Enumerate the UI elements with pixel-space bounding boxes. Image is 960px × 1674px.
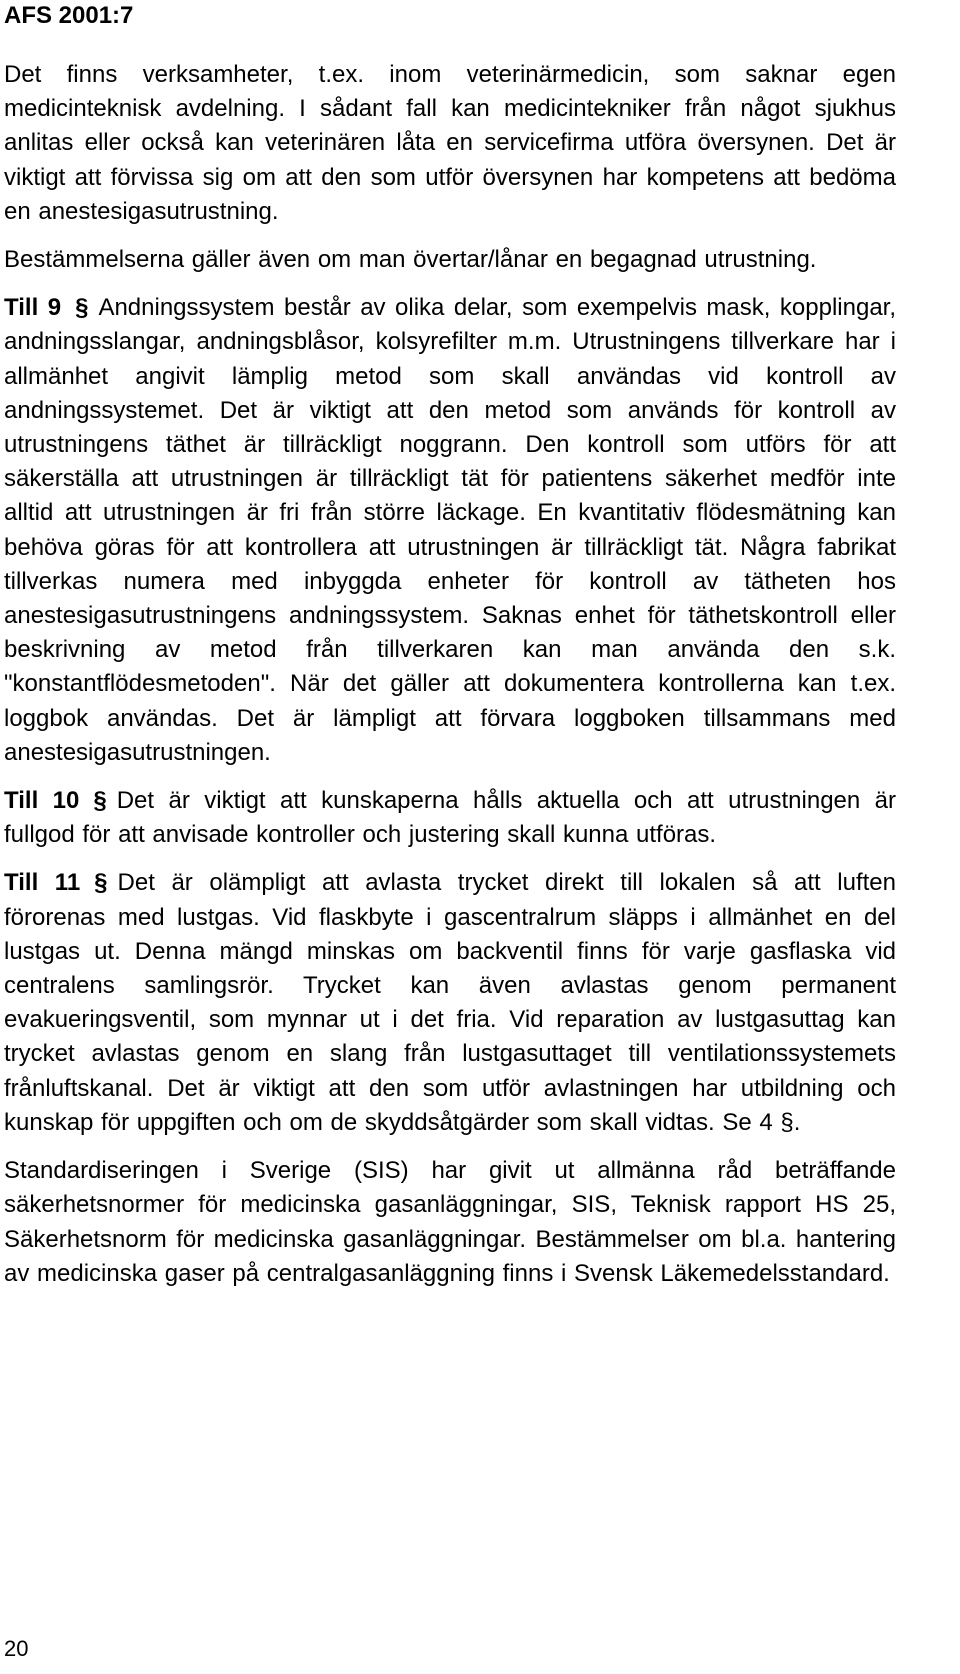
section-text-11: Det är olämpligt att avlasta trycket direkt till lokalen så att luften förorenas med lustgas. Vid flaskbyte i gascentralrum släpps i allmänhet en del lustgas ut. Denna mängd minskas om backventil finns för varje gasflaska vid centralens samlingsrör. Trycket kan även avlastas genom permanent evakueringsventil, som mynnar ut i det fria. Vid reparation av lustgasuttag kan trycket avlastas genom en slang från lustgasuttaget till ventilationssystemets frånluftskanal. Det är viktigt att den som utför avlastningen har utbildning och kunskap för uppgiften och om de skyddsåtgärder som skall vidtas. Se 4 §. xyxy=(4,869,896,1136)
page-number: 20 xyxy=(4,1636,29,1661)
paragraph-section-9 xyxy=(4,291,896,770)
document-body xyxy=(4,58,896,1305)
section-label-10: Till 10 xyxy=(4,787,80,815)
section-label-11: Till 11 xyxy=(4,869,81,897)
section-label-9: Till 9 xyxy=(4,294,62,322)
paragraph-section-11 xyxy=(4,866,896,1140)
section-symbol-9: § xyxy=(75,294,89,322)
section-symbol-10: § xyxy=(93,787,107,815)
section-text-10: Det är viktigt att kunskaperna hålls aktuella och att utrustningen är fullgod för att anvisade kontroller och justering skall kunna utföras. xyxy=(4,787,897,849)
paragraph-used-equipment: Bestämmelserna gäller även om man övertar/lånar en begagnad utrustning. xyxy=(4,246,817,274)
paragraph-sis-standard: Standardiseringen i Sverige (SIS) har givit ut allmänna råd beträffande säkerhetsnormer för medicinska gasanläggningar, SIS, Teknisk rapport HS 25, Säkerhetsnorm för medicinska gasanläggningar. Bestämmelser om bl.a. hantering av medicinska gaser på centralgasanläggning finns i Svensk Läkemedelsstandard. xyxy=(4,1157,896,1287)
section-symbol-11: § xyxy=(94,869,108,897)
document-id-header: AFS 2001:7 xyxy=(4,2,134,29)
paragraph-section-10 xyxy=(4,784,896,852)
section-text-9: Andningssystem består av olika delar, som exempelvis mask, kopplingar, andningsslangar, andningsblåsor, kolsyrefilter m.m. Utrustningens tillverkare har i allmänhet angivit lämplig metod som skall användas vid kontroll av andningssystemet. Det är viktigt att den metod som används för kontroll av utrustningens täthet är tillräckligt noggrann. Den kontroll som utförs för att säkerställa att utrustningen är tillräckligt tät för patientens säkerhet medför inte alltid att utrustningen är fri från större läckage. En kvantitativ flödesmätning kan behöva göras för att kontrollera att utrustningen är tillräckligt tät. Några fabrikat tillverkas numera med inbyggda enheter för kontroll av tätheten hos anestesigasutrustningens andningssystem. Saknas enhet för täthetskontroll eller beskrivning av metod från tillverkaren kan man använda den s.k. "konstantflödesmetoden". När det gäller att dokumentera kontrollerna kan t.ex. loggbok användas. Det är lämpligt att förvara loggboken tillsammans med anestesigasutrustningen. xyxy=(4,294,897,766)
paragraph-intro: Det finns verksamheter, t.ex. inom veterinärmedicin, som saknar egen medicinteknisk avdelning. I sådant fall kan medicintekniker från något sjukhus anlitas eller också kan veterinären låta en servicefirma utföra översynen. Det är viktigt att förvissa sig om att den som utför översynen har kompetens att bedöma en anestesigasutrustning. xyxy=(4,61,896,225)
